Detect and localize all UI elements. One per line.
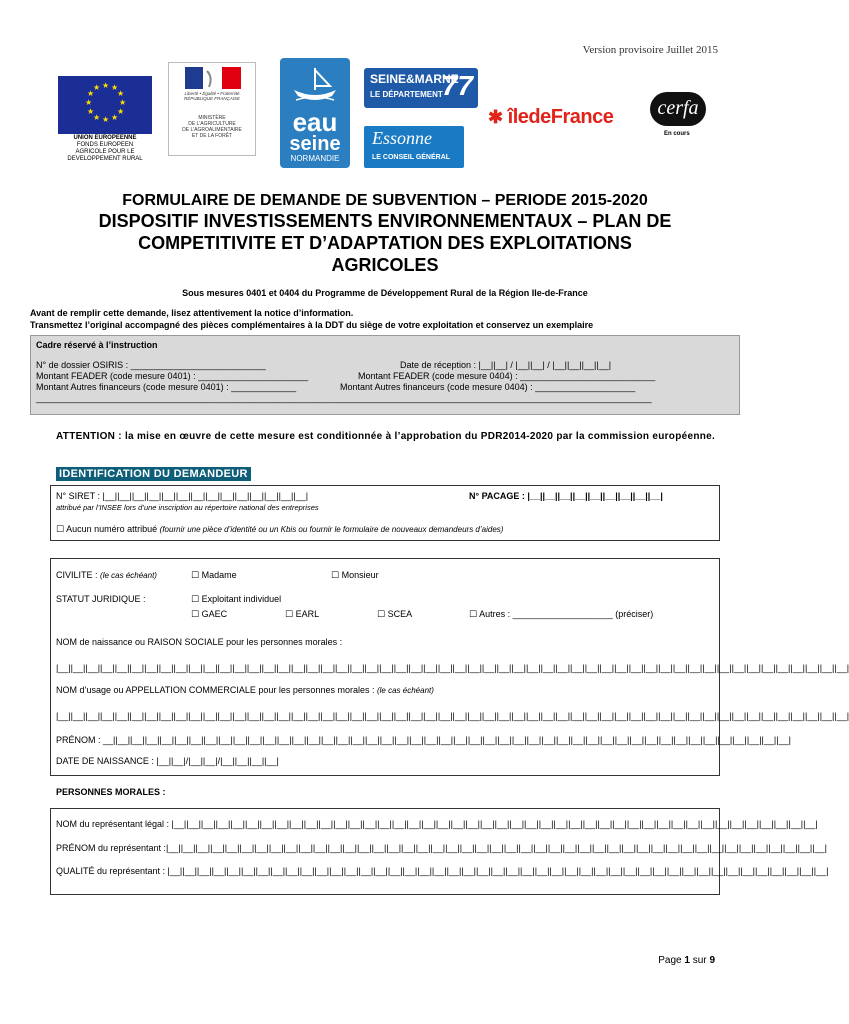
exploitant-label: Exploitant individuel — [201, 594, 282, 604]
nom-usage-boxes[interactable]: |__||__||__||__||__||__||__||__||__||__||__||__||__||__||__||__||__||__||__||__||__||__||__||__||__||__||__||__||__||__||__||__||__||__||__||__||__||__||__||__||__||__||__||__||__||__||__||__||__||__||__||__||__||__| — [56, 711, 849, 721]
svg-text:★: ★ — [87, 107, 95, 116]
nom-naissance-label: NOM de naissance ou RAISON SOCIALE pour les personnes morales : — [56, 637, 343, 647]
siret-note: attribué par l’INSEE lors d’une inscription au répertoire national des entreprises — [56, 503, 319, 512]
svg-text:★: ★ — [87, 89, 95, 98]
eu-caption: UNION EUROPEENNE FONDS EUROPEEN AGRICOLE POUR LE DEVELOPPEMENT RURAL — [67, 135, 143, 162]
svg-text:★: ★ — [117, 107, 125, 116]
checkbox-scea[interactable]: ☐ — [377, 610, 386, 620]
osiris-field[interactable]: N° de dossier OSIRIS : ___________________________ — [36, 360, 266, 370]
page-number: Page 1 sur 9 — [658, 955, 715, 966]
date-naissance-field[interactable]: DATE DE NAISSANCE : |__||__|/|__||__|/|__||__||__||__| — [56, 756, 279, 766]
checkbox-earl[interactable]: ☐ — [285, 610, 294, 620]
svg-text:★: ★ — [111, 113, 119, 122]
personnes-morales-heading: PERSONNES MORALES : — [56, 787, 166, 797]
checkbox-autres[interactable]: ☐ — [469, 610, 478, 620]
eu-flag-logo — [58, 76, 152, 134]
version-label: Version provisoire Juillet 2015 — [582, 44, 718, 56]
representant-prenom-field[interactable]: PRÉNOM du représentant :|__||__||__||__||__||__||__||__||__||__||__||__||__||__||__||__||__||__||__||__||__||__||__||__||__||__||__||__||__||__||__||__||__||__||__||__||__||__||__||__||__||__||__||__||__| — [56, 843, 827, 853]
svg-text:★: ★ — [93, 113, 101, 122]
form-title: FORMULAIRE DE DEMANDE DE SUBVENTION – PERIODE 2015-2020 DISPOSITIF INVESTISSEMENTS ENVIRONNEMENTAUX – PLAN DE COMPETITIVITE ET D’ADAPTATION DES EXPLOITATIONS AGRICOLES — [98, 192, 672, 275]
autres-field[interactable]: Autres : ____________________ (préciser) — [479, 609, 654, 619]
checkbox-madame[interactable]: ☐ — [191, 571, 200, 581]
ministry-logo: Liberté • Égalité • Fraternité RÉPUBLIQUE FRANÇAISE MINISTÈRE DE L'AGRICULTURE DE L'AGROALIMENTAIRE ET DE LA FORÊT — [168, 62, 256, 156]
statut-label: STATUT JURIDIQUE : — [56, 594, 146, 604]
instruction-box — [30, 335, 740, 415]
feader-0401-field[interactable]: Montant FEADER (code mesure 0401) : ______________________ — [36, 371, 309, 381]
legal-representative-box — [50, 808, 829, 895]
scea-label: SCEA — [387, 609, 413, 619]
svg-text:★: ★ — [117, 89, 125, 98]
reception-date-field[interactable]: Date de réception : |__||__| / |__||__| / |__||__||__||__| — [400, 360, 612, 370]
pacage-field[interactable]: N° PACAGE : |__||__||__||__||__||__||__||__||__| — [469, 491, 663, 501]
svg-text:★: ★ — [102, 81, 110, 90]
ile-de-france-logo: ✱ îledeFrance — [488, 106, 614, 128]
no-number-label: Aucun numéro attribué — [66, 524, 158, 534]
autres-0404-field[interactable]: Montant Autres financeurs (code mesure 0404) : ____________________ — [340, 382, 636, 392]
star-icon: ✱ — [488, 107, 503, 127]
eau-seine-normandie-logo: eau seine NORMANDIE — [280, 58, 350, 168]
identification-heading: IDENTIFICATION DU DEMANDEUR — [56, 467, 251, 481]
civilite-label: CIVILITE : — [56, 570, 98, 580]
autres-0401-field[interactable]: Montant Autres financeurs (code mesure 0401) : _____________ — [36, 382, 297, 392]
instruction-title: Cadre réservé à l’instruction — [36, 340, 158, 350]
svg-text:★: ★ — [102, 115, 110, 124]
svg-text:★: ★ — [85, 98, 93, 107]
essonne-logo: Essonne LE CONSEIL GÉNÉRAL — [364, 126, 464, 168]
instructions-warning: Avant de remplir cette demande, lisez attentivement la notice d’information. Transmettez l’original accompagné des pièces complémentaires à la DDT du siège de votre exploitation et conservez un exemplaire — [30, 308, 594, 330]
representant-nom-field[interactable]: NOM du représentant légal : |__||__||__||__||__||__||__||__||__||__||__||__||__||__||__||__||__||__||__||__||__||__||__||__||__||__||__||__||__||__||__||__||__||__||__||__||__||__||__||__||__||__||__||__| — [56, 819, 818, 829]
cerfa-status: En cours — [664, 131, 690, 137]
gaec-label: GAEC — [201, 609, 228, 619]
civilite-note: (le cas échéant) — [100, 571, 157, 580]
identifiers-box — [50, 485, 720, 541]
checkbox-monsieur[interactable]: ☐ — [331, 571, 340, 581]
form-subtitle: Sous mesures 0401 et 0404 du Programme de Développement Rural de la Région Ile-de-France — [182, 288, 588, 298]
representant-qualite-field[interactable]: QUALITÉ du représentant : |__||__||__||__||__||__||__||__||__||__||__||__||__||__||__||__||__||__||__||__||__||__||__||__||__||__||__||__||__||__||__||__||__||__||__||__||__||__||__||__||__||__||__||__||__| — [56, 866, 829, 876]
monsieur-label: Monsieur — [341, 570, 379, 580]
nom-naissance-boxes[interactable]: |__||__||__||__||__||__||__||__||__||__||__||__||__||__||__||__||__||__||__||__||__||__||__||__||__||__||__||__||__||__||__||__||__||__||__||__||__||__||__||__||__||__||__||__||__||__||__||__||__||__||__||__||__||__| — [56, 663, 849, 673]
madame-label: Madame — [201, 570, 237, 580]
svg-text:★: ★ — [93, 83, 101, 92]
no-number-note: (fournir une pièce d’identité ou un Kbis ou fournir le formulaire de nouveaux demandeurs d’aides) — [159, 525, 504, 534]
cerfa-logo: cerfa — [650, 92, 706, 126]
checkbox-no-number[interactable]: ☐ — [56, 525, 65, 535]
checkbox-gaec[interactable]: ☐ — [191, 610, 200, 620]
siret-field[interactable]: N° SIRET : |__||__||__||__||__||__||__||__||__||__||__||__||__||__| — [56, 491, 309, 501]
instruction-blank-line[interactable]: ___________________________________________________________________________________________________________________________ — [36, 393, 652, 403]
nom-usage-note: (le cas échéant) — [376, 686, 434, 695]
checkbox-exploitant[interactable]: ☐ — [191, 595, 200, 605]
earl-label: EARL — [295, 609, 320, 619]
civil-status-box — [50, 558, 849, 776]
nom-usage-label: NOM d’usage ou APPELLATION COMMERCIALE pour les personnes morales : — [56, 685, 375, 695]
seine-et-marne-logo: SEINE&MARNE LE DÉPARTEMENT 77 — [364, 68, 478, 108]
svg-text:★: ★ — [119, 98, 127, 107]
feader-0404-field[interactable]: Montant FEADER (code mesure 0404) : ___________________________ — [358, 371, 656, 381]
attention-notice: ATTENTION : la mise en œuvre de cette mesure est conditionnée à l’approbation du PDR2014-2020 par la commission européenne. — [56, 431, 716, 442]
svg-text:★: ★ — [111, 83, 119, 92]
prenom-field[interactable]: PRÉNOM : __||__||__||__||__||__||__||__||__||__||__||__||__||__||__||__||__||__||__||__||__||__||__||__||__||__||__||__||__||__||__||__||__||__||__||__||__||__||__||__||__||__||__||__||__||__||__| — [56, 735, 791, 745]
